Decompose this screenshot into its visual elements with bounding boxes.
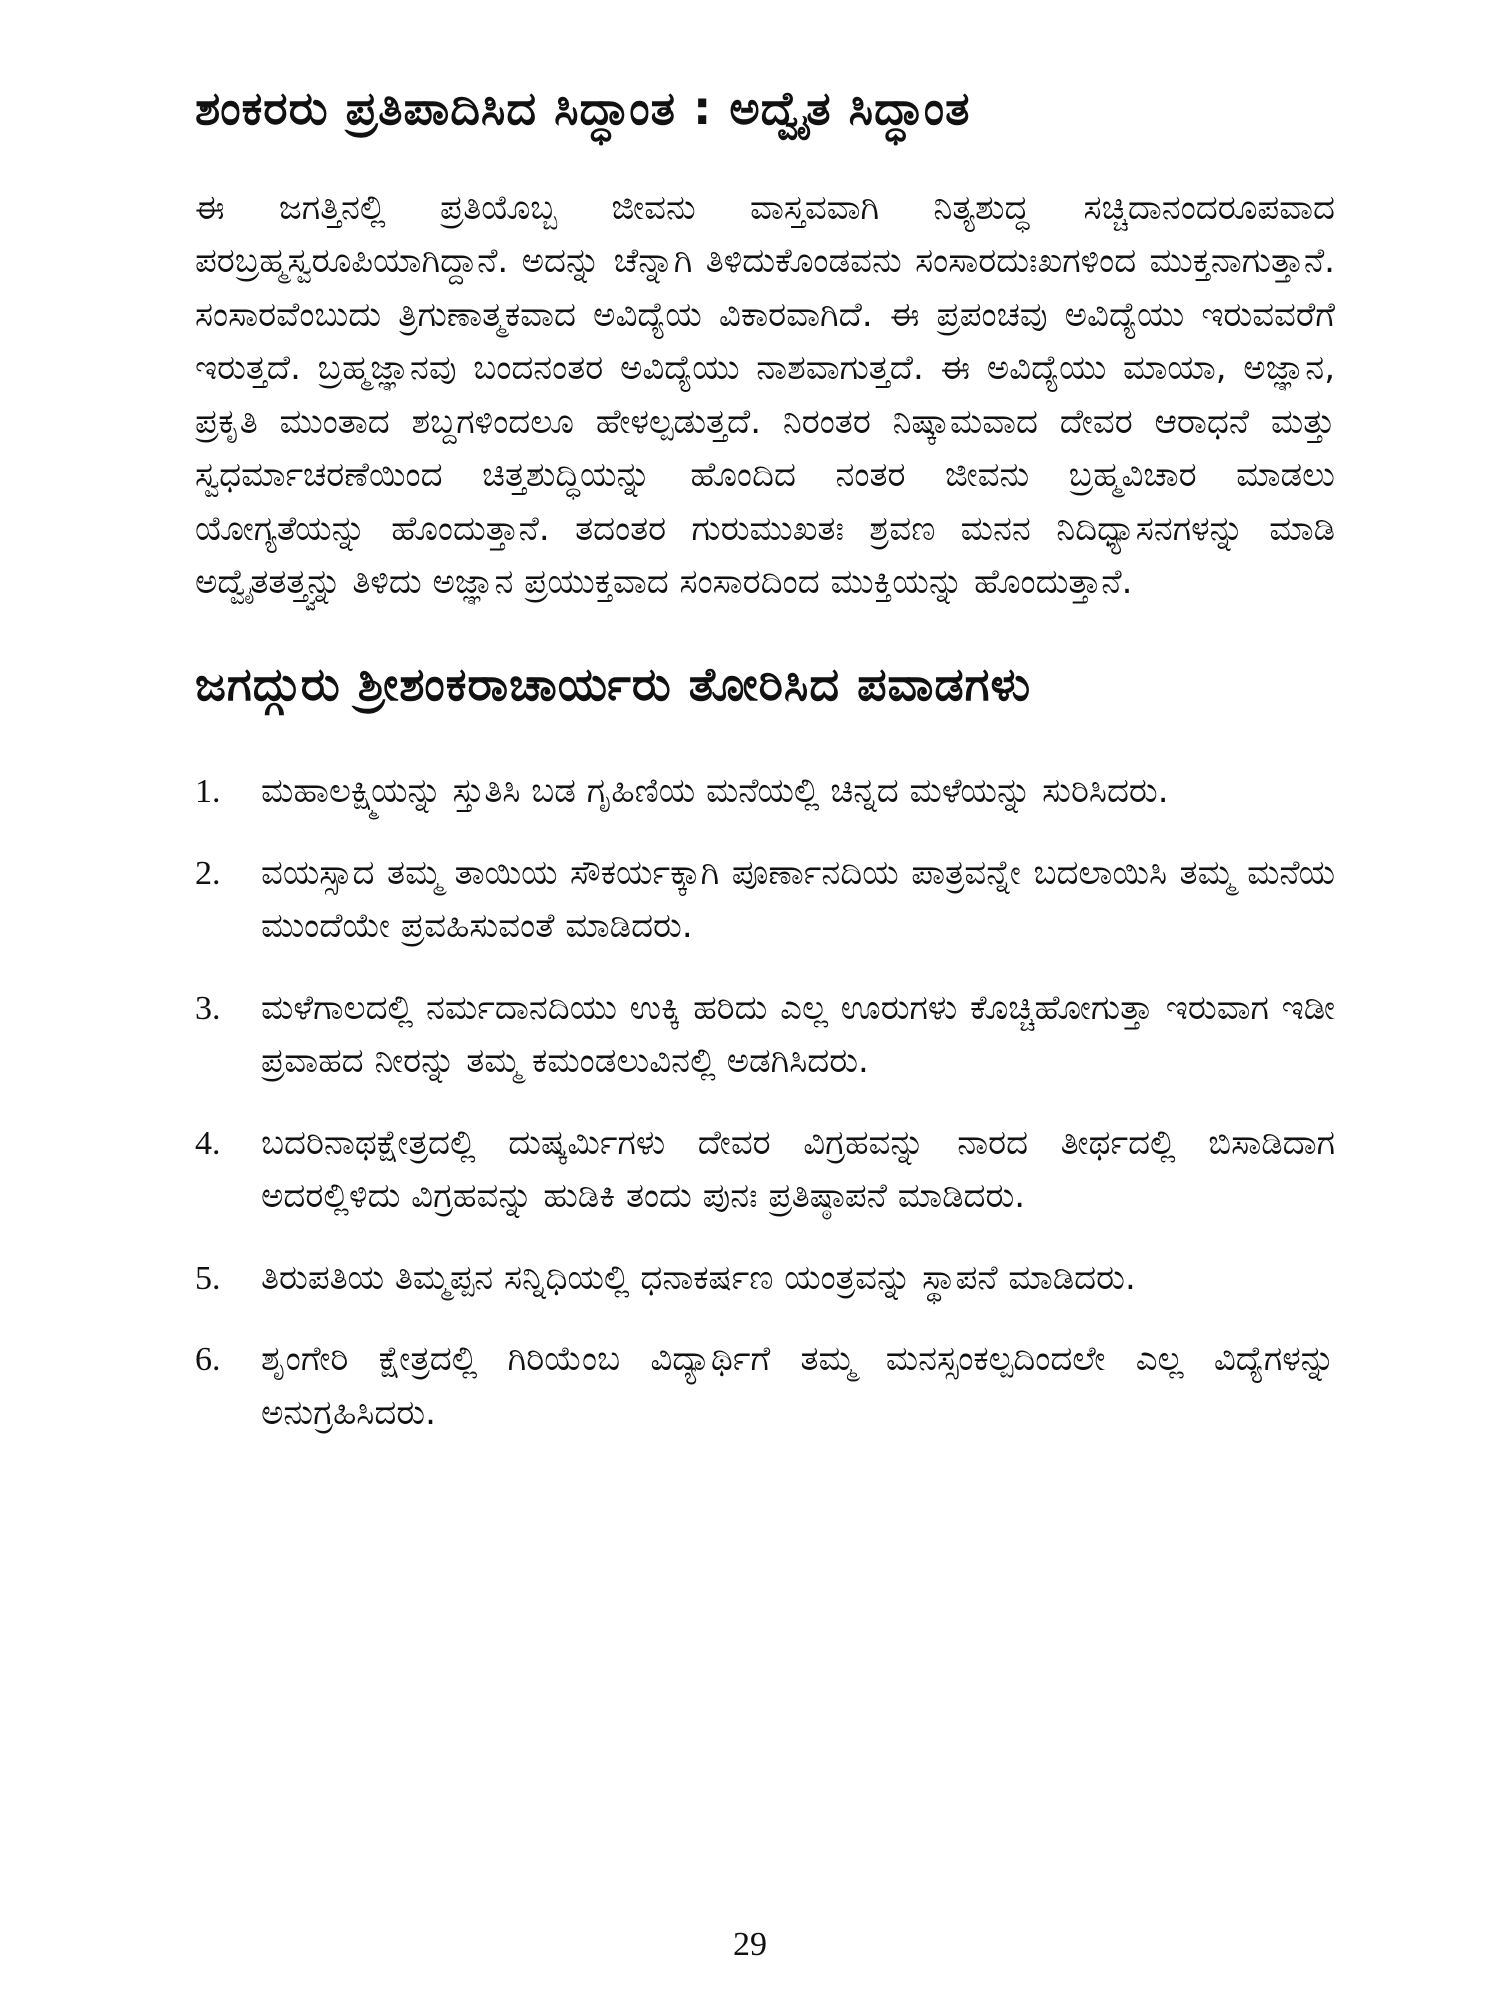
- list-item-text: ಮಳೆಗಾಲದಲ್ಲಿ ನರ್ಮದಾನದಿಯು ಉಕ್ಕಿ ಹರಿದು ಎಲ್ಲ ಊರುಗಳು ಕೊಚ್ಚಿಹೋಗುತ್ತಾ ಇರುವಾಗ ಇಡೀ ಪ್ರವಾಹದ ನೀರನ್ನು ತಮ್ಮ ಕಮಂಡಲುವಿನಲ್ಲಿ ಅಡಗಿಸಿದರು.: [261, 987, 1335, 1081]
- page-number: 29: [733, 1926, 767, 1963]
- list-item-number: 5.: [195, 1259, 221, 1297]
- list-item-number: 2.: [195, 854, 221, 892]
- list-item-number: 4.: [195, 1124, 221, 1162]
- list-item-number: 6.: [195, 1341, 221, 1378]
- miracles-list: [195, 765, 1335, 1440]
- list-item: [195, 982, 1335, 1089]
- list-item-text: ಮಹಾಲಕ್ಷ್ಮಿಯನ್ನು ಸ್ತುತಿಸಿ ಬಡ ಗೃಹಿಣಿಯ ಮನೆಯಲ್ಲಿ ಚಿನ್ನದ ಮಳೆಯನ್ನು ಸುರಿಸಿದರು.: [261, 771, 1169, 811]
- advaita-paragraph: ಈ ಜಗತ್ತಿನಲ್ಲಿ ಪ್ರತಿಯೊಬ್ಬ ಜೀವನು ವಾಸ್ತವವಾಗಿ ನಿತ್ಯಶುದ್ಧ ಸಚ್ಚಿದಾನಂದರೂಪವಾದ ಪರಬ್ರಹ್ಮಸ್ವರೂಪಿಯಾಗಿದ್ದಾನೆ. ಅದನ್ನು ಚೆನ್ನಾಗಿ ತಿಳಿದುಕೊಂಡವನು ಸಂಸಾರದುಃಖಗಳಿಂದ ಮುಕ್ತನಾಗುತ್ತಾನೆ. ಸಂಸಾರವೆಂಬುದು ತ್ರಿಗುಣಾತ್ಮಕವಾದ ಅವಿದ್ಯೆಯ ವಿಕಾರವಾಗಿದೆ. ಈ ಪ್ರಪಂಚವು ಅವಿದ್ಯೆಯು ಇರುವವರೆಗೆ ಇರುತ್ತದೆ. ಬ್ರಹ್ಮಜ್ಞಾನವು ಬಂದನಂತರ ಅವಿದ್ಯೆಯು ನಾಶವಾಗುತ್ತದೆ. ಈ ಅವಿದ್ಯೆಯು ಮಾಯಾ, ಅಜ್ಞಾನ, ಪ್ರಕೃತಿ ಮುಂತಾದ ಶಬ್ದಗಳಿಂದಲೂ ಹೇಳಲ್ಪಡುತ್ತದೆ. ನಿರಂತರ ನಿಷ್ಕಾಮವಾದ ದೇವರ ಆರಾಧನೆ ಮತ್ತು ಸ್ವಧರ್ಮಾಚರಣೆಯಿಂದ ಚಿತ್ತಶುದ್ಧಿಯನ್ನು ಹೊಂದಿದ ನಂತರ ಜೀವನು ಬ್ರಹ್ಮವಿಚಾರ ಮಾಡಲು ಯೋಗ್ಯತೆಯನ್ನು ಹೊಂದುತ್ತಾನೆ. ತದಂತರ ಗುರುಮುಖತಃ ಶ್ರವಣ ಮನನ ನಿದಿಧ್ಯಾಸನಗಳನ್ನು ಮಾಡಿ ಅದ್ವೈತತತ್ತ್ವನ್ನು ತಿಳಿದು ಅಜ್ಞಾನ ಪ್ರಯುಕ್ತವಾದ ಸಂಸಾರದಿಂದ ಮುಕ್ತಿಯನ್ನು ಹೊಂದುತ್ತಾನೆ.: [195, 187, 1335, 602]
- list-item-text: ಶೃಂಗೇರಿ ಕ್ಷೇತ್ರದಲ್ಲಿ ಗಿರಿಯೆಂಬ ವಿದ್ಯಾರ್ಥಿಗೆ ತಮ್ಮ ಮನಸ್ಸಂಕಲ್ಪದಿಂದಲೇ ಎಲ್ಲ ವಿದ್ಯೆಗಳನ್ನು ಅನುಗ್ರಹಿಸಿದರು.: [261, 1339, 1335, 1433]
- page-content: [195, 80, 1335, 1468]
- list-item: [195, 1117, 1335, 1224]
- list-item-number: 3.: [195, 989, 221, 1027]
- list-item: [195, 1333, 1335, 1440]
- section-heading-miracles: ಜಗದ್ಗುರು ಶ್ರೀಶಂಕರಾಚಾರ್ಯರು ತೋರಿಸಿದ ಪವಾಡಗಳು: [195, 656, 1032, 711]
- list-item: [195, 1252, 1335, 1306]
- list-item: [195, 847, 1335, 954]
- list-item-number: 1.: [195, 773, 221, 810]
- list-item-text: ವಯಸ್ಸಾದ ತಮ್ಮ ತಾಯಿಯ ಸೌಕರ್ಯಕ್ಕಾಗಿ ಪೂರ್ಣಾನದಿಯ ಪಾತ್ರವನ್ನೇ ಬದಲಾಯಿಸಿ ತಮ್ಮ ಮನೆಯ ಮುಂದೆಯೇ ಪ್ರವಹಿಸುವಂತೆ ಮಾಡಿದರು.: [261, 852, 1335, 946]
- list-item: [195, 765, 1335, 819]
- list-item-text: ಬದರಿನಾಥಕ್ಷೇತ್ರದಲ್ಲಿ ದುಷ್ಕರ್ಮಿಗಳು ದೇವರ ವಿಗ್ರಹವನ್ನು ನಾರದ ತೀರ್ಥದಲ್ಲಿ ಬಿಸಾಡಿದಾಗ ಅದರಲ್ಲಿಳಿದು ವಿಗ್ರಹವನ್ನು ಹುಡಿಕಿ ತಂದು ಪುನಃ ಪ್ರತಿಷ್ಠಾಪನೆ ಮಾಡಿದರು.: [261, 1122, 1335, 1216]
- section-heading-advaita: ಶಂಕರರು ಪ್ರತಿಪಾದಿಸಿದ ಸಿದ್ಧಾಂತ : ಅದ್ವೈತ ಸಿದ್ಧಾಂತ: [195, 81, 971, 135]
- list-item-text: ತಿರುಪತಿಯ ತಿಮ್ಮಪ್ಪನ ಸನ್ನಿಧಿಯಲ್ಲಿ ಧನಾಕರ್ಷಣ ಯಂತ್ರವನ್ನು ಸ್ಥಾಪನೆ ಮಾಡಿದರು.: [261, 1257, 1136, 1298]
